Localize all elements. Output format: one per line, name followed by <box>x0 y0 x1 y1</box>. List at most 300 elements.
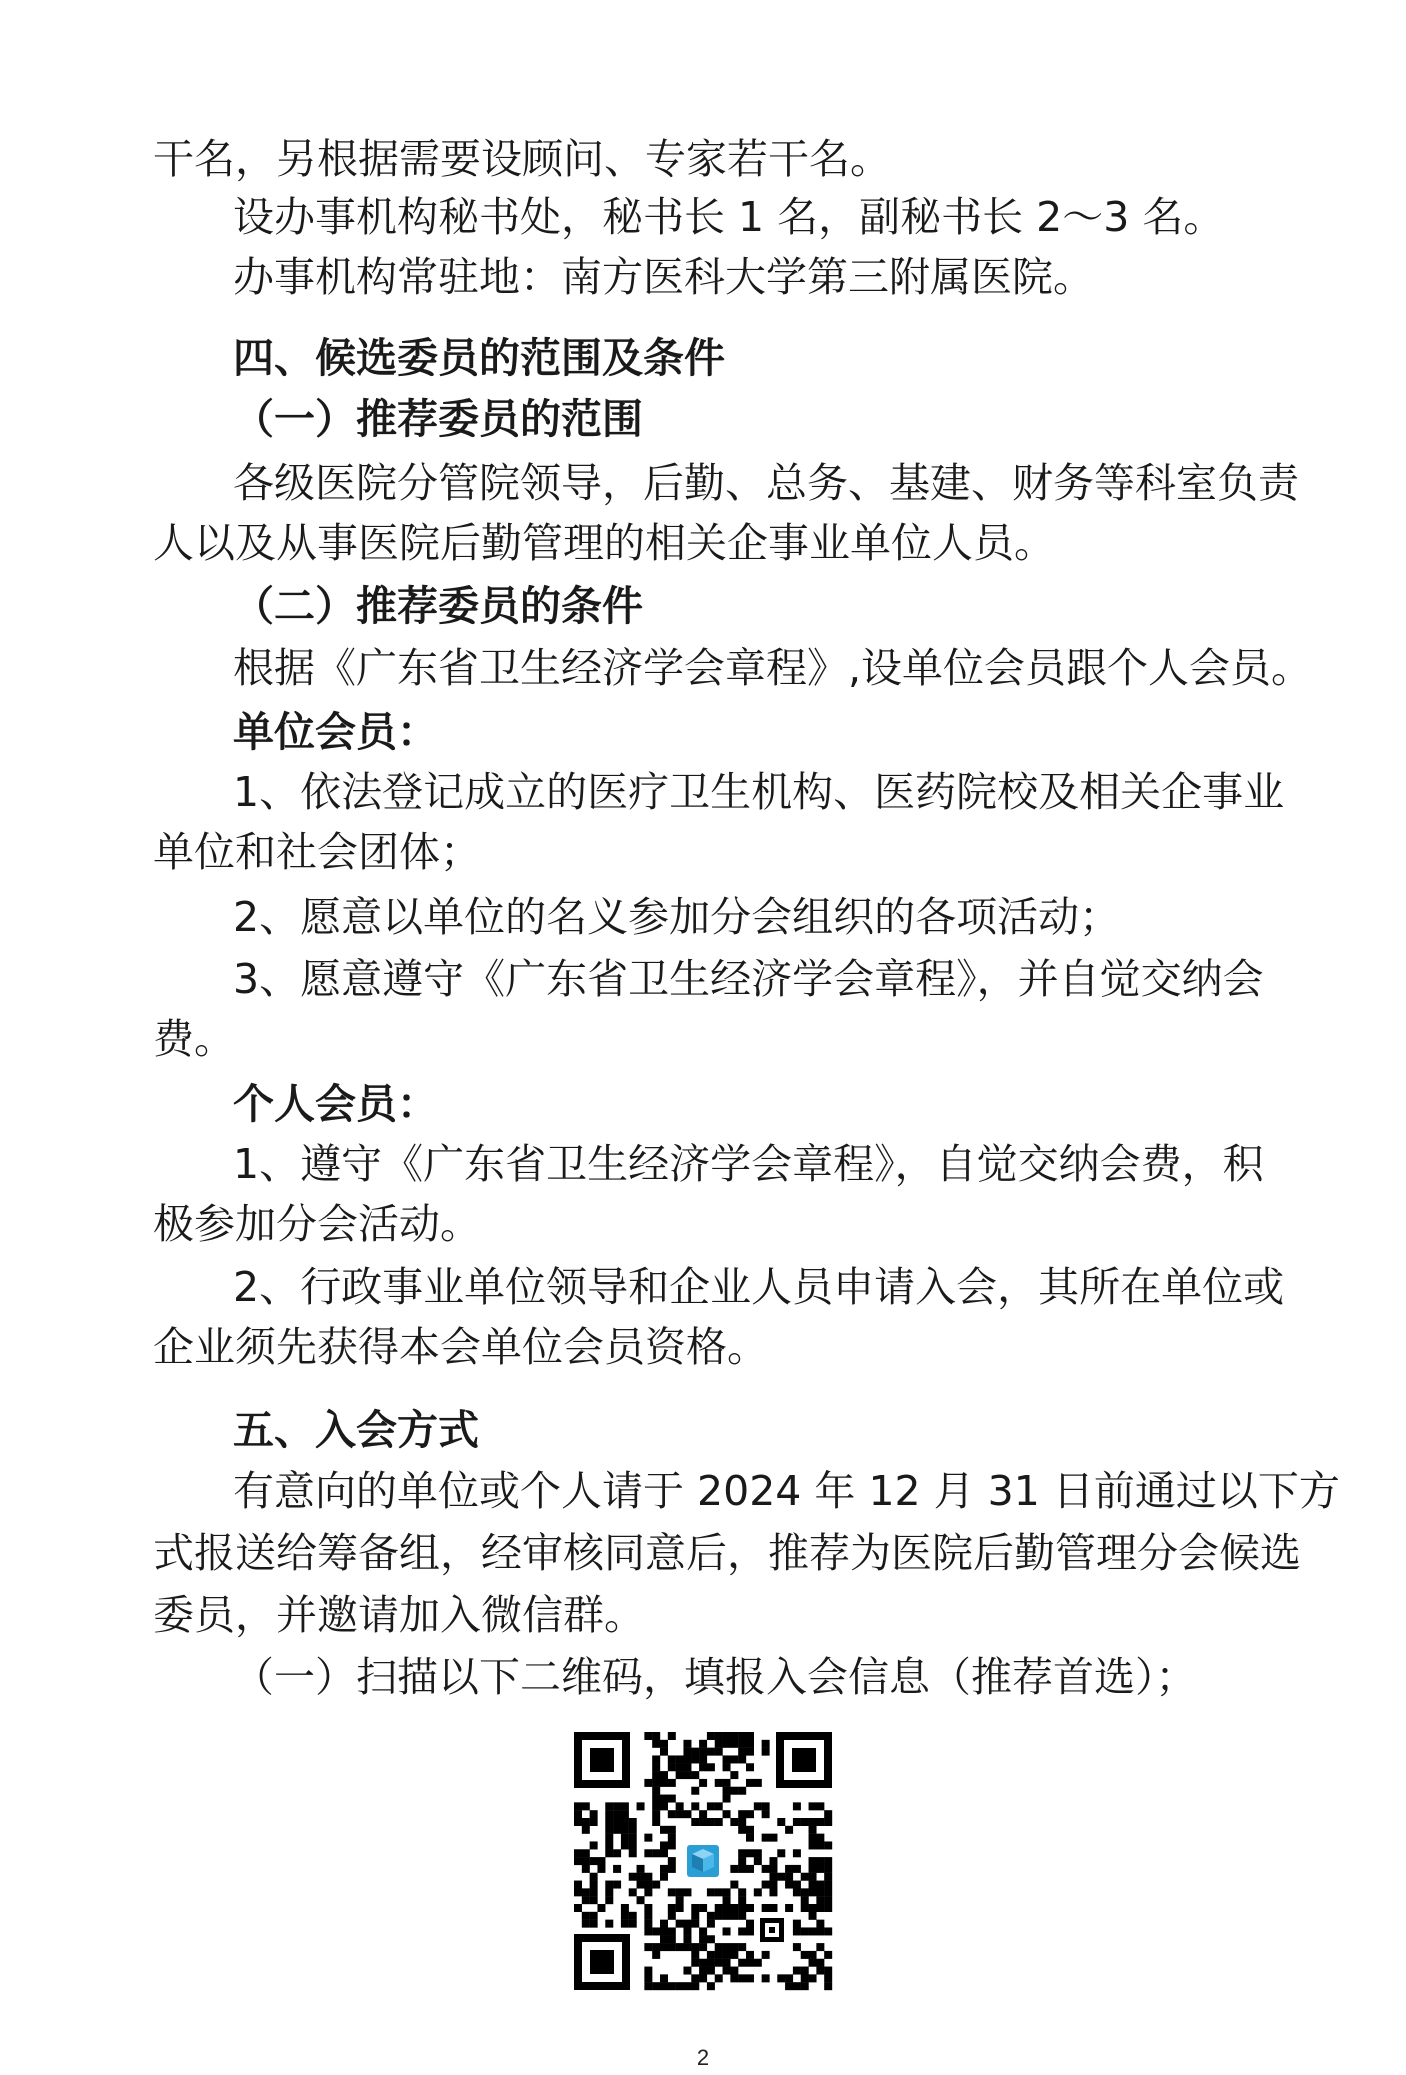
qr-module <box>590 1912 598 1920</box>
qr-module <box>605 1826 613 1834</box>
blue-box-logo-icon <box>683 1841 723 1881</box>
qr-module <box>730 1943 738 1951</box>
qr-module <box>746 1927 754 1935</box>
qr-alignment <box>760 1918 784 1942</box>
qr-module <box>746 1779 754 1787</box>
qr-module <box>637 1802 645 1810</box>
qr-module <box>754 1802 762 1810</box>
qr-module <box>621 1802 629 1810</box>
qr-module <box>668 1841 676 1849</box>
qr-module <box>785 1974 793 1982</box>
qr-module <box>590 1873 598 1881</box>
qr-module <box>816 1802 824 1810</box>
qr-module <box>730 1904 738 1912</box>
qr-module <box>683 1810 691 1818</box>
qr-module <box>793 1865 801 1873</box>
qr-module <box>582 1849 590 1857</box>
qr-module <box>699 1967 707 1975</box>
qr-module <box>723 1912 731 1920</box>
qr-module <box>715 1959 723 1967</box>
qr-module <box>652 1740 660 1748</box>
qr-module <box>613 1826 621 1834</box>
qr-module <box>715 1951 723 1959</box>
qr-module <box>793 1818 801 1826</box>
qr-module <box>801 1974 809 1982</box>
text-line: 委员，并邀请加入微信群。 <box>153 1591 645 1639</box>
text-line: 设办事机构秘书处，秘书长 1 名，副秘书长 2～3 名。 <box>233 193 1225 241</box>
qr-module <box>683 1935 691 1943</box>
qr-module <box>723 1755 731 1763</box>
qr-module <box>809 1826 817 1834</box>
qr-module <box>652 1795 660 1803</box>
qr-module <box>597 1865 605 1873</box>
qr-module <box>668 1763 676 1771</box>
text-line: 企业须先获得本会单位会员资格。 <box>153 1323 768 1371</box>
qr-module <box>691 1920 699 1928</box>
qr-module <box>816 1904 824 1912</box>
qr-module <box>723 1959 731 1967</box>
qr-module <box>652 1755 660 1763</box>
qr-module <box>730 1755 738 1763</box>
qr-module <box>660 1802 668 1810</box>
qr-module <box>762 1974 770 1982</box>
qr-module <box>652 1818 660 1826</box>
qr-module <box>824 1896 832 1904</box>
qr-module <box>816 1865 824 1873</box>
text-line: 办事机构常驻地：南方医科大学第三附属医院。 <box>233 253 1094 301</box>
qr-module <box>691 1802 699 1810</box>
qr-module <box>738 1927 746 1935</box>
qr-module <box>652 1732 660 1740</box>
member-type-heading: 单位会员： <box>233 708 438 756</box>
qr-module <box>629 1849 637 1857</box>
qr-module <box>801 1927 809 1935</box>
qr-module <box>809 1834 817 1842</box>
qr-module <box>582 1857 590 1865</box>
text-line: （一）扫描以下二维码，填报入会信息（推荐首选）； <box>233 1653 1197 1701</box>
qr-module <box>785 1826 793 1834</box>
qr-module <box>676 1943 684 1951</box>
qr-module <box>793 1849 801 1857</box>
qr-module <box>801 1967 809 1975</box>
qr-module <box>793 1927 801 1935</box>
qr-module <box>801 1896 809 1904</box>
qr-module <box>590 1841 598 1849</box>
qr-module <box>824 1888 832 1896</box>
qr-module <box>668 1865 676 1873</box>
qr-module <box>824 1927 832 1935</box>
qr-module <box>707 1763 715 1771</box>
qr-module <box>746 1826 754 1834</box>
qr-module <box>637 1881 645 1889</box>
qr-module <box>597 1904 605 1912</box>
qr-module <box>660 1935 668 1943</box>
qr-module <box>809 1927 817 1935</box>
qr-module <box>723 1763 731 1771</box>
text-line: 式报送给筹备组，经审核同意后，推荐为医院后勤管理分会候选 <box>153 1529 1301 1577</box>
qr-module <box>723 1951 731 1959</box>
qr-module <box>738 1974 746 1982</box>
qr-module <box>762 1748 770 1756</box>
qr-module <box>644 1904 652 1912</box>
qr-module <box>816 1920 824 1928</box>
qr-module <box>652 1943 660 1951</box>
qr-module <box>582 1802 590 1810</box>
qr-module <box>816 1834 824 1842</box>
qr-module <box>730 1881 738 1889</box>
qr-module <box>652 1951 660 1959</box>
qr-module <box>637 1873 645 1881</box>
qr-module <box>793 1982 801 1990</box>
qr-module <box>715 1912 723 1920</box>
qr-module <box>644 1873 652 1881</box>
qr-module <box>699 1755 707 1763</box>
qr-module <box>746 1763 754 1771</box>
subsection-heading: （二）推荐委员的条件 <box>233 582 643 630</box>
qr-module <box>816 1927 824 1935</box>
qr-module <box>738 1865 746 1873</box>
qr-module <box>683 1748 691 1756</box>
section-heading: 五、入会方式 <box>233 1406 479 1454</box>
qr-module <box>723 1779 731 1787</box>
qr-module <box>793 1943 801 1951</box>
qr-module <box>746 1904 754 1912</box>
qr-module <box>597 1857 605 1865</box>
qr-module <box>809 1959 817 1967</box>
qr-module <box>824 1865 832 1873</box>
qr-module <box>691 1755 699 1763</box>
qr-module <box>809 1881 817 1889</box>
qr-module <box>668 1810 676 1818</box>
qr-finder-bottom-left <box>574 1934 630 1990</box>
qr-module <box>762 1810 770 1818</box>
qr-module <box>816 1896 824 1904</box>
page-number: 2 <box>696 2045 710 2070</box>
qr-module <box>730 1974 738 1982</box>
qr-module <box>621 1810 629 1818</box>
qr-module <box>730 1967 738 1975</box>
qr-module <box>762 1802 770 1810</box>
qr-module <box>621 1912 629 1920</box>
qr-module <box>824 1810 832 1818</box>
qr-module <box>660 1740 668 1748</box>
subsection-heading: （一）推荐委员的范围 <box>233 395 643 443</box>
qr-module <box>644 1943 652 1951</box>
qr-module <box>676 1920 684 1928</box>
qr-module <box>676 1888 684 1896</box>
qr-module <box>660 1943 668 1951</box>
qr-module <box>605 1834 613 1842</box>
text-line: 根据《广东省卫生经济学会章程》,设单位会员跟个人会员。 <box>233 644 1313 692</box>
qr-module <box>723 1888 731 1896</box>
qr-module <box>738 1755 746 1763</box>
qr-module <box>801 1818 809 1826</box>
qr-module <box>629 1912 637 1920</box>
qr-module <box>746 1732 754 1740</box>
qr-module <box>691 1748 699 1756</box>
qr-module <box>613 1802 621 1810</box>
qr-module <box>738 1849 746 1857</box>
qr-module <box>754 1959 762 1967</box>
qr-module <box>629 1841 637 1849</box>
qr-module <box>676 1982 684 1990</box>
member-type-heading: 个人会员： <box>233 1080 438 1128</box>
qr-module <box>676 1896 684 1904</box>
qr-module <box>660 1873 668 1881</box>
qr-module <box>723 1732 731 1740</box>
qr-module <box>809 1912 817 1920</box>
qr-module <box>809 1904 817 1912</box>
qr-module <box>824 1881 832 1889</box>
qr-module <box>691 1974 699 1982</box>
qr-module <box>801 1904 809 1912</box>
qr-module <box>629 1818 637 1826</box>
qr-module <box>801 1888 809 1896</box>
qr-module <box>715 1740 723 1748</box>
qr-module <box>715 1779 723 1787</box>
qr-module <box>762 1904 770 1912</box>
qr-module <box>762 1834 770 1842</box>
qr-module <box>699 1974 707 1982</box>
qr-module <box>715 1802 723 1810</box>
qr-module <box>730 1732 738 1740</box>
qr-module <box>769 1873 777 1881</box>
qr-module <box>699 1779 707 1787</box>
qr-module <box>715 1974 723 1982</box>
qr-module <box>746 1920 754 1928</box>
qr-module <box>707 1959 715 1967</box>
qr-module <box>629 1920 637 1928</box>
qr-module <box>582 1818 590 1826</box>
qr-module <box>629 1826 637 1834</box>
qr-module <box>785 1982 793 1990</box>
qr-module <box>715 1943 723 1951</box>
qr-module <box>668 1927 676 1935</box>
qr-module <box>816 1943 824 1951</box>
qr-module <box>699 1810 707 1818</box>
qr-code-graphic <box>570 1728 836 1994</box>
qr-module <box>793 1888 801 1896</box>
qr-module <box>668 1755 676 1763</box>
qr-module <box>691 1951 699 1959</box>
qr-module <box>816 1841 824 1849</box>
qr-module <box>605 1810 613 1818</box>
qr-module <box>801 1873 809 1881</box>
qr-module <box>730 1912 738 1920</box>
qr-module <box>769 1834 777 1842</box>
qr-finder-top-left <box>574 1732 630 1788</box>
qr-module <box>605 1841 613 1849</box>
qr-module <box>746 1834 754 1842</box>
qr-module <box>605 1849 613 1857</box>
qr-module <box>723 1927 731 1935</box>
qr-module <box>613 1810 621 1818</box>
qr-module <box>637 1865 645 1873</box>
qr-module <box>621 1818 629 1826</box>
qr-module <box>660 1771 668 1779</box>
qr-module <box>762 1865 770 1873</box>
qr-module <box>707 1982 715 1990</box>
qr-module <box>816 1888 824 1896</box>
qr-module <box>676 1810 684 1818</box>
qr-module <box>629 1873 637 1881</box>
qr-module <box>785 1873 793 1881</box>
text-line: 单位和社会团体； <box>153 828 481 876</box>
qr-module <box>621 1920 629 1928</box>
qr-module <box>660 1748 668 1756</box>
qr-module <box>590 1888 598 1896</box>
text-line: 各级医院分管院领导，后勤、总务、基建、财务等科室负责 <box>233 459 1299 507</box>
text-line: 干名，另根据需要设顾问、专家若干名。 <box>153 135 891 183</box>
qr-module <box>691 1959 699 1967</box>
qr-module <box>668 1982 676 1990</box>
qr-module <box>574 1857 582 1865</box>
qr-module <box>738 1857 746 1865</box>
qr-module <box>715 1818 723 1826</box>
qr-module <box>699 1927 707 1935</box>
qr-module <box>691 1787 699 1795</box>
qr-module <box>582 1896 590 1904</box>
qr-module <box>707 1732 715 1740</box>
text-line: 3、愿意遵守《广东省卫生经济学会章程》，并自觉交纳会 <box>233 955 1264 1003</box>
qr-module <box>683 1927 691 1935</box>
qr-module <box>816 1857 824 1865</box>
qr-module <box>762 1951 770 1959</box>
qr-module <box>730 1865 738 1873</box>
qr-module <box>699 1935 707 1943</box>
qr-module <box>683 1771 691 1779</box>
qr-module <box>762 1740 770 1748</box>
qr-module <box>691 1943 699 1951</box>
qr-module <box>785 1865 793 1873</box>
qr-module <box>605 1888 613 1896</box>
qr-module <box>676 1755 684 1763</box>
qr-module <box>746 1810 754 1818</box>
qr-module <box>785 1904 793 1912</box>
qr-module <box>738 1912 746 1920</box>
qr-module <box>652 1763 660 1771</box>
qr-module <box>754 1888 762 1896</box>
qr-module <box>644 1732 652 1740</box>
qr-module <box>723 1795 731 1803</box>
qr-module <box>816 1881 824 1889</box>
qr-module <box>683 1967 691 1975</box>
qr-module <box>676 1904 684 1912</box>
qr-module <box>590 1818 598 1826</box>
qr-module <box>605 1896 613 1904</box>
qr-module <box>816 1967 824 1975</box>
qr-module <box>605 1818 613 1826</box>
qr-module <box>660 1795 668 1803</box>
qr-module <box>660 1974 668 1982</box>
qr-module <box>746 1748 754 1756</box>
qr-module <box>809 1974 817 1982</box>
qr-module <box>809 1802 817 1810</box>
qr-module <box>668 1857 676 1865</box>
qr-module <box>707 1888 715 1896</box>
qr-module <box>699 1748 707 1756</box>
qr-module <box>738 1896 746 1904</box>
qr-module <box>769 1881 777 1889</box>
qr-module <box>668 1826 676 1834</box>
qr-module <box>754 1857 762 1865</box>
qr-module <box>621 1904 629 1912</box>
qr-module <box>738 1888 746 1896</box>
qr-module <box>699 1959 707 1967</box>
qr-module <box>793 1967 801 1975</box>
qr-module <box>723 1967 731 1975</box>
qr-module <box>668 1912 676 1920</box>
qr-module <box>660 1826 668 1834</box>
qr-module <box>668 1943 676 1951</box>
qr-module <box>652 1982 660 1990</box>
qr-module <box>590 1896 598 1904</box>
qr-module <box>644 1888 652 1896</box>
qr-module <box>707 1935 715 1943</box>
qr-module <box>746 1951 754 1959</box>
qr-module <box>590 1857 598 1865</box>
qr-module <box>730 1951 738 1959</box>
qr-module <box>660 1849 668 1857</box>
qr-module <box>621 1826 629 1834</box>
qr-module <box>738 1904 746 1912</box>
qr-module <box>613 1849 621 1857</box>
qr-module <box>683 1755 691 1763</box>
qr-module <box>730 1787 738 1795</box>
text-line: 2、愿意以单位的名义参加分会组织的各项活动； <box>233 893 1121 941</box>
qr-module <box>769 1888 777 1896</box>
qr-module <box>652 1787 660 1795</box>
qr-module <box>590 1810 598 1818</box>
qr-module <box>824 1967 832 1975</box>
qr-module <box>644 1920 652 1928</box>
qr-module <box>699 1904 707 1912</box>
qr-module <box>652 1927 660 1935</box>
qr-module <box>738 1787 746 1795</box>
qr-module <box>621 1834 629 1842</box>
qr-module <box>715 1888 723 1896</box>
qr-module <box>824 1841 832 1849</box>
qr-module <box>574 1849 582 1857</box>
text-line: 2、行政事业单位领导和企业人员申请入会，其所在单位或 <box>233 1263 1285 1311</box>
qr-module <box>699 1818 707 1826</box>
qr-module <box>683 1763 691 1771</box>
qr-module <box>809 1857 817 1865</box>
qr-module <box>668 1834 676 1842</box>
qr-module <box>582 1826 590 1834</box>
qr-module <box>793 1802 801 1810</box>
qr-module <box>644 1849 652 1857</box>
qr-module <box>769 1865 777 1873</box>
qr-module <box>683 1982 691 1990</box>
qr-module <box>723 1904 731 1912</box>
qr-module <box>707 1748 715 1756</box>
qr-module <box>738 1818 746 1826</box>
qr-module <box>746 1974 754 1982</box>
qr-module <box>754 1779 762 1787</box>
qr-module <box>746 1865 754 1873</box>
qr-module <box>809 1951 817 1959</box>
qr-module <box>824 1857 832 1865</box>
qr-module <box>699 1943 707 1951</box>
qr-module <box>644 1927 652 1935</box>
qr-module <box>590 1881 598 1889</box>
qr-module <box>699 1763 707 1771</box>
qr-module <box>660 1865 668 1873</box>
qr-module <box>668 1904 676 1912</box>
qr-module <box>824 1818 832 1826</box>
text-line: 人以及从事医院后勤管理的相关企事业单位人员。 <box>153 519 1055 567</box>
